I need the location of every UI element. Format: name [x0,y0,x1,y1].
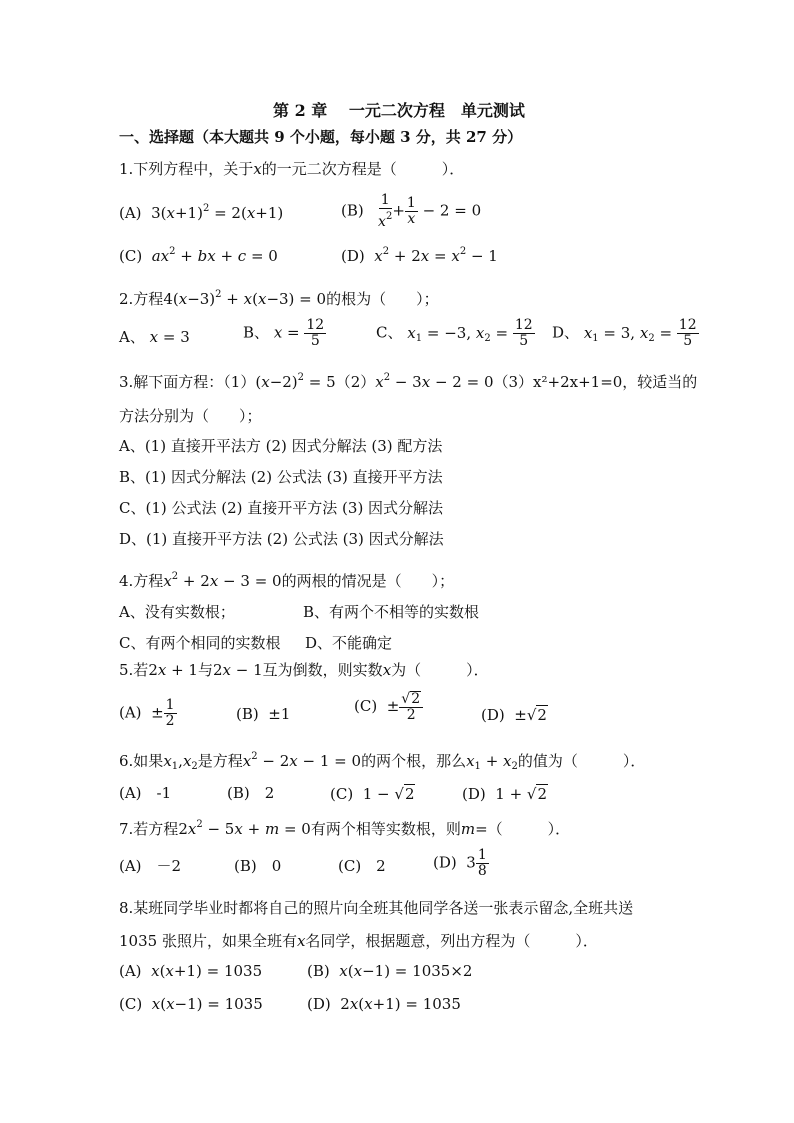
question-2-option-d[interactable]: D、 $x_1 = 3$, $x_2$ = $\frac{12}{5}$ [552,317,697,349]
question-7-option-a[interactable]: (A) －2 [119,857,182,875]
question-5-option-d[interactable]: (D) ±√2 [481,706,547,724]
question-7-option-d[interactable]: (D) 3 $\frac{1}{8}$ [433,847,487,879]
question-8-stem-line2: 1035 张照片，如果全班有x名同学，根据题意，列出方程为（ ）． [119,932,598,950]
question-6-option-b[interactable]: (B) 2 [227,784,275,802]
question-5-option-a[interactable]: (A) ± $\frac{1}{2}$ [119,697,175,729]
question-3-stem: 3.解下面方程：$(1)(x-2)^2 = 5(2)x^2 - 3x - 2 = 0(3)x^2+2x+1=0$，较适当的 [119,372,698,391]
question-3-option-a[interactable]: A、(1) 直接开平法方 (2) 因式分解法 (3) 配方法 [119,437,443,455]
question-3-option-c[interactable]: C、(1) 公式法 (2) 直接开平方法 (3) 因式分解法 [119,499,444,517]
page-title: 第 2 章 一元二次方程 单元测试 [273,101,525,120]
question-3-option-b[interactable]: B、(1) 因式分解法 (2) 公式法 (3) 直接开平方法 [119,468,443,486]
question-2-option-b[interactable]: B、 x = $\frac{12}{5}$ [243,317,325,349]
question-8-stem-line1: 8.某班同学毕业时都将自己的照片向全班其他同学各送一张表示留念,全班共送 [119,899,634,917]
question-4-option-d[interactable]: D、不能确定 [305,634,393,652]
question-8-option-c[interactable]: (C) x(x−1) = 1035 [119,995,263,1013]
question-6-stem: 6.如果$x_1,x_2$是方程$x^2 - 2x - 1 = 0$的两个根，那么$x_1 + x_2$的值为（ ）． [119,751,646,772]
question-5-option-c[interactable]: (C) ± $\frac{√2}{2}$ [354,691,423,723]
question-1-option-c[interactable]: (C) $ax^2$ + bx + c = 0 [119,246,278,265]
question-2-option-a[interactable]: A、 x = 3 [119,328,190,346]
question-1-option-d[interactable]: (D) $x^2 + 2x = x^2 - 1$ [341,246,498,265]
question-8-option-d[interactable]: (D) 2x(x+1) = 1035 [307,995,461,1013]
question-1-option-a[interactable]: (A) $3(x+1)^2 = 2(x+1)$ [119,203,284,222]
question-3-option-d[interactable]: D、(1) 直接开平方法 (2) 公式法 (3) 因式分解法 [119,530,444,548]
question-4-option-b[interactable]: B、有两个不相等的实数根 [303,603,480,621]
question-4-stem: 4.方程$x^2 + 2x - 3 = 0$的两根的情况是（ ）； [119,571,455,590]
section-heading: 一、选择题（本大题共 9 个小题，每小题 3 分，共 27 分） [119,128,523,146]
question-8-option-b[interactable]: (B) x(x−1) = 1035×2 [307,962,473,980]
question-7-option-b[interactable]: (B) 0 [234,857,282,875]
question-6-option-a[interactable]: (A) -1 [119,784,172,802]
question-4-option-a[interactable]: A、没有实数根； [119,603,235,621]
question-2-stem: 2.方程$4(x-3)^2 + x(x-3) = 0$的根为（ ）； [119,289,439,308]
question-2-option-c[interactable]: C、 $x_1 = -3$, $x_2$ = $\frac{12}{5}$ [376,317,533,349]
question-8-option-a[interactable]: (A) x(x+1) = 1035 [119,962,263,980]
question-4-option-c[interactable]: C、有两个相同的实数根 [119,634,281,652]
question-3-stem-line2: 方法分别为（ ）； [119,407,262,425]
question-1-stem: 1.下列方程中，关于x的一元二次方程是（ ）． [119,160,465,178]
question-5-option-b[interactable]: (B) ±1 [236,705,291,723]
question-1-option-b[interactable]: (B) $\frac{1}{x^2}$ + $\frac{1}{x}$ − 2 = 0 [341,192,482,230]
question-6-option-c[interactable]: (C) 1 − √2 [330,785,415,803]
question-5-stem: 5.若2x + 1与2x − 1互为倒数，则实数x为（ ）． [119,661,489,679]
question-7-option-c[interactable]: (C) 2 [338,857,386,875]
question-7-stem: 7.若方程$2x^2 - 5x + m = 0$有两个相等实数根，则m=（ ）． [119,819,571,838]
question-6-option-d[interactable]: (D) 1 + √2 [462,785,548,803]
